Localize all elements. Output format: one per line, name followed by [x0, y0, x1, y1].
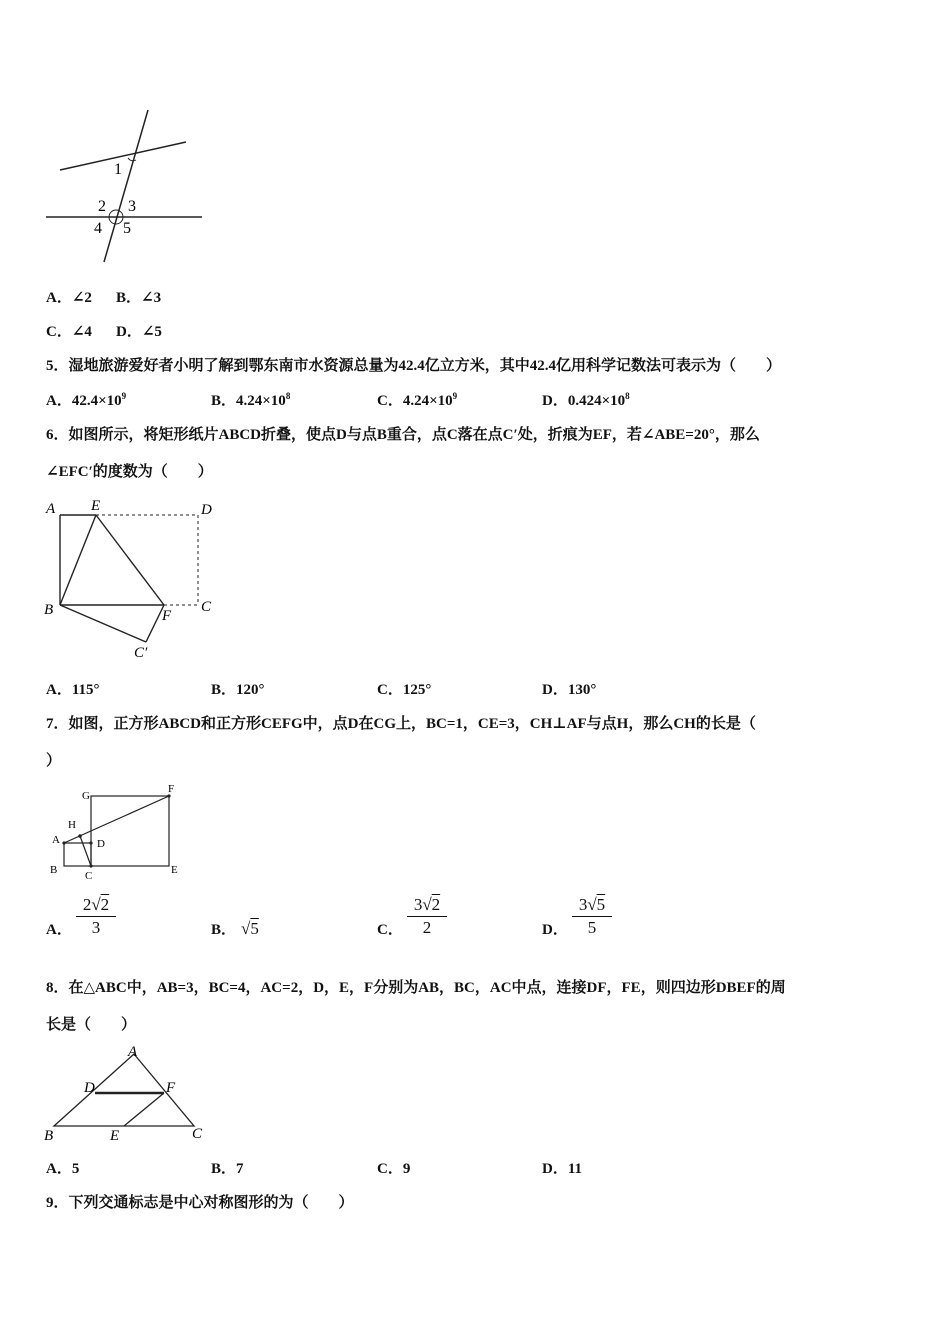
- q8-option-b[interactable]: B．7: [211, 1161, 244, 1177]
- q5-stem: 5．湿地旅游爱好者小明了解到鄂东南市水资源总量为42.4亿立方米，其中42.4亿用科学记数法可表示为（ ）: [46, 358, 782, 374]
- segment-CH: [80, 836, 91, 866]
- segment-BCprime: [60, 605, 146, 642]
- q7-option-d-fraction: [572, 895, 612, 938]
- point-C: [89, 864, 92, 867]
- q7-option-c-denominator: 2: [422, 918, 432, 937]
- q5-option-c-base: C．4.24×10: [377, 393, 453, 409]
- square-CEFG: [91, 796, 169, 866]
- figure-q8-triangle-midpoints: [40, 1042, 220, 1146]
- label-A: A: [128, 1044, 138, 1060]
- q5-option-c-exp: 9: [452, 391, 458, 401]
- q6-option-c[interactable]: C．125°: [377, 682, 432, 698]
- label-F: F: [168, 783, 175, 795]
- label-E: E: [110, 1128, 120, 1144]
- q5-option-c[interactable]: [377, 389, 457, 410]
- q7-stem-line1: 7．如图，正方形ABCD和正方形CEFG中，点D在CG上，BC=1，CE=3，CH⊥AF与点H，那么CH的长是（: [46, 716, 756, 732]
- label-C: C: [201, 599, 212, 615]
- q7-option-b-letter[interactable]: B．: [211, 922, 237, 938]
- q7-option-d-denominator: 5: [587, 918, 597, 937]
- label-B: B: [50, 864, 58, 876]
- q7-option-c-fraction: [407, 895, 447, 938]
- label-B: B: [44, 1128, 54, 1144]
- label-A: A: [52, 834, 60, 846]
- q8-option-d[interactable]: D．11: [542, 1161, 583, 1177]
- label-E: E: [91, 498, 101, 514]
- figure-q4-transversal: [40, 100, 210, 270]
- q6-stem-line1: 6．如图所示，将矩形纸片ABCD折叠，使点D与点B重合，点C落在点C′处，折痕为EF，若∠ABE=20°，那么: [46, 427, 760, 443]
- q5-option-a[interactable]: [46, 389, 126, 410]
- q7-option-d-letter[interactable]: D．: [542, 922, 568, 938]
- label-4: 4: [94, 220, 102, 237]
- q6-option-a[interactable]: A．115°: [46, 682, 100, 698]
- label-H: H: [68, 819, 76, 831]
- label-C: C: [192, 1126, 203, 1142]
- label-3: 3: [128, 198, 136, 215]
- q8-stem-line2: 长是（ ）: [46, 1017, 137, 1033]
- label-B: B: [44, 602, 54, 618]
- q6-option-b[interactable]: B．120°: [211, 682, 265, 698]
- q6-stem-line2: ∠EFC′的度数为（ ）: [46, 464, 213, 480]
- q5-option-d-exp: 8: [625, 391, 630, 401]
- label-C: C: [85, 870, 93, 880]
- q7-option-a-fraction: [76, 895, 116, 938]
- q5-option-d-base: D．0.424×10: [542, 393, 626, 409]
- q8-option-c[interactable]: C．9: [377, 1161, 411, 1177]
- q5-option-b-exp: 8: [285, 391, 291, 401]
- label-F: F: [162, 608, 172, 624]
- label-G: G: [82, 790, 90, 802]
- point-H: [78, 834, 82, 838]
- q7-option-a-letter[interactable]: A．: [46, 922, 72, 938]
- q4-option-c[interactable]: C．∠4: [46, 324, 92, 340]
- figure-q7-two-squares: [40, 780, 190, 880]
- label-F: F: [166, 1080, 176, 1096]
- q6-option-d[interactable]: D．130°: [542, 682, 597, 698]
- q4-option-a[interactable]: A．∠2: [46, 290, 92, 306]
- q5-option-a-exp: 9: [121, 391, 127, 401]
- q7-option-a-numerator: 2√2: [76, 895, 116, 917]
- label-A: A: [46, 501, 56, 517]
- q4-option-b[interactable]: B．∠3: [116, 290, 162, 306]
- segment-FE: [124, 1093, 164, 1126]
- q7-option-d-numerator: 3√5: [572, 895, 612, 917]
- upper-line: [60, 142, 186, 170]
- q7-option-a-denominator: 3: [91, 918, 101, 937]
- q5-option-b-base: B．4.24×10: [211, 393, 286, 409]
- q7-option-c-numerator: 3√2: [407, 895, 447, 917]
- q7-option-b-radical: √5: [241, 919, 259, 938]
- q5-option-d[interactable]: [542, 389, 630, 410]
- label-E: E: [171, 864, 178, 876]
- q7-option-c-letter[interactable]: C．: [377, 922, 403, 938]
- q5-option-a-base: A．42.4×10: [46, 393, 122, 409]
- point-D: [89, 841, 92, 844]
- label-5: 5: [123, 220, 131, 237]
- label-D: D: [97, 838, 105, 850]
- figure-q6-folded-rectangle: [40, 496, 230, 666]
- angle-1-arc: [128, 158, 136, 161]
- q8-option-a[interactable]: A．5: [46, 1161, 80, 1177]
- transversal-line: [104, 110, 148, 262]
- label-D: D: [84, 1080, 95, 1096]
- point-A: [62, 841, 65, 844]
- label-C-prime: C′: [134, 645, 148, 661]
- segment-BE: [60, 515, 96, 605]
- label-1: 1: [114, 161, 122, 178]
- q8-stem-line1: 8．在△ABC中，AB=3，BC=4，AC=2，D，E，F分别为AB，BC，AC中点，连接DF，FE，则四边形DBEF的周: [46, 980, 786, 996]
- q4-option-d[interactable]: D．∠5: [116, 324, 162, 340]
- q7-stem-line2: ）: [46, 753, 62, 769]
- label-D: D: [201, 502, 212, 518]
- label-2: 2: [98, 198, 106, 215]
- q9-stem: 9．下列交通标志是中心对称图形的为（ ）: [46, 1195, 354, 1211]
- fold-EF: [96, 515, 164, 605]
- q5-option-b[interactable]: [211, 389, 290, 410]
